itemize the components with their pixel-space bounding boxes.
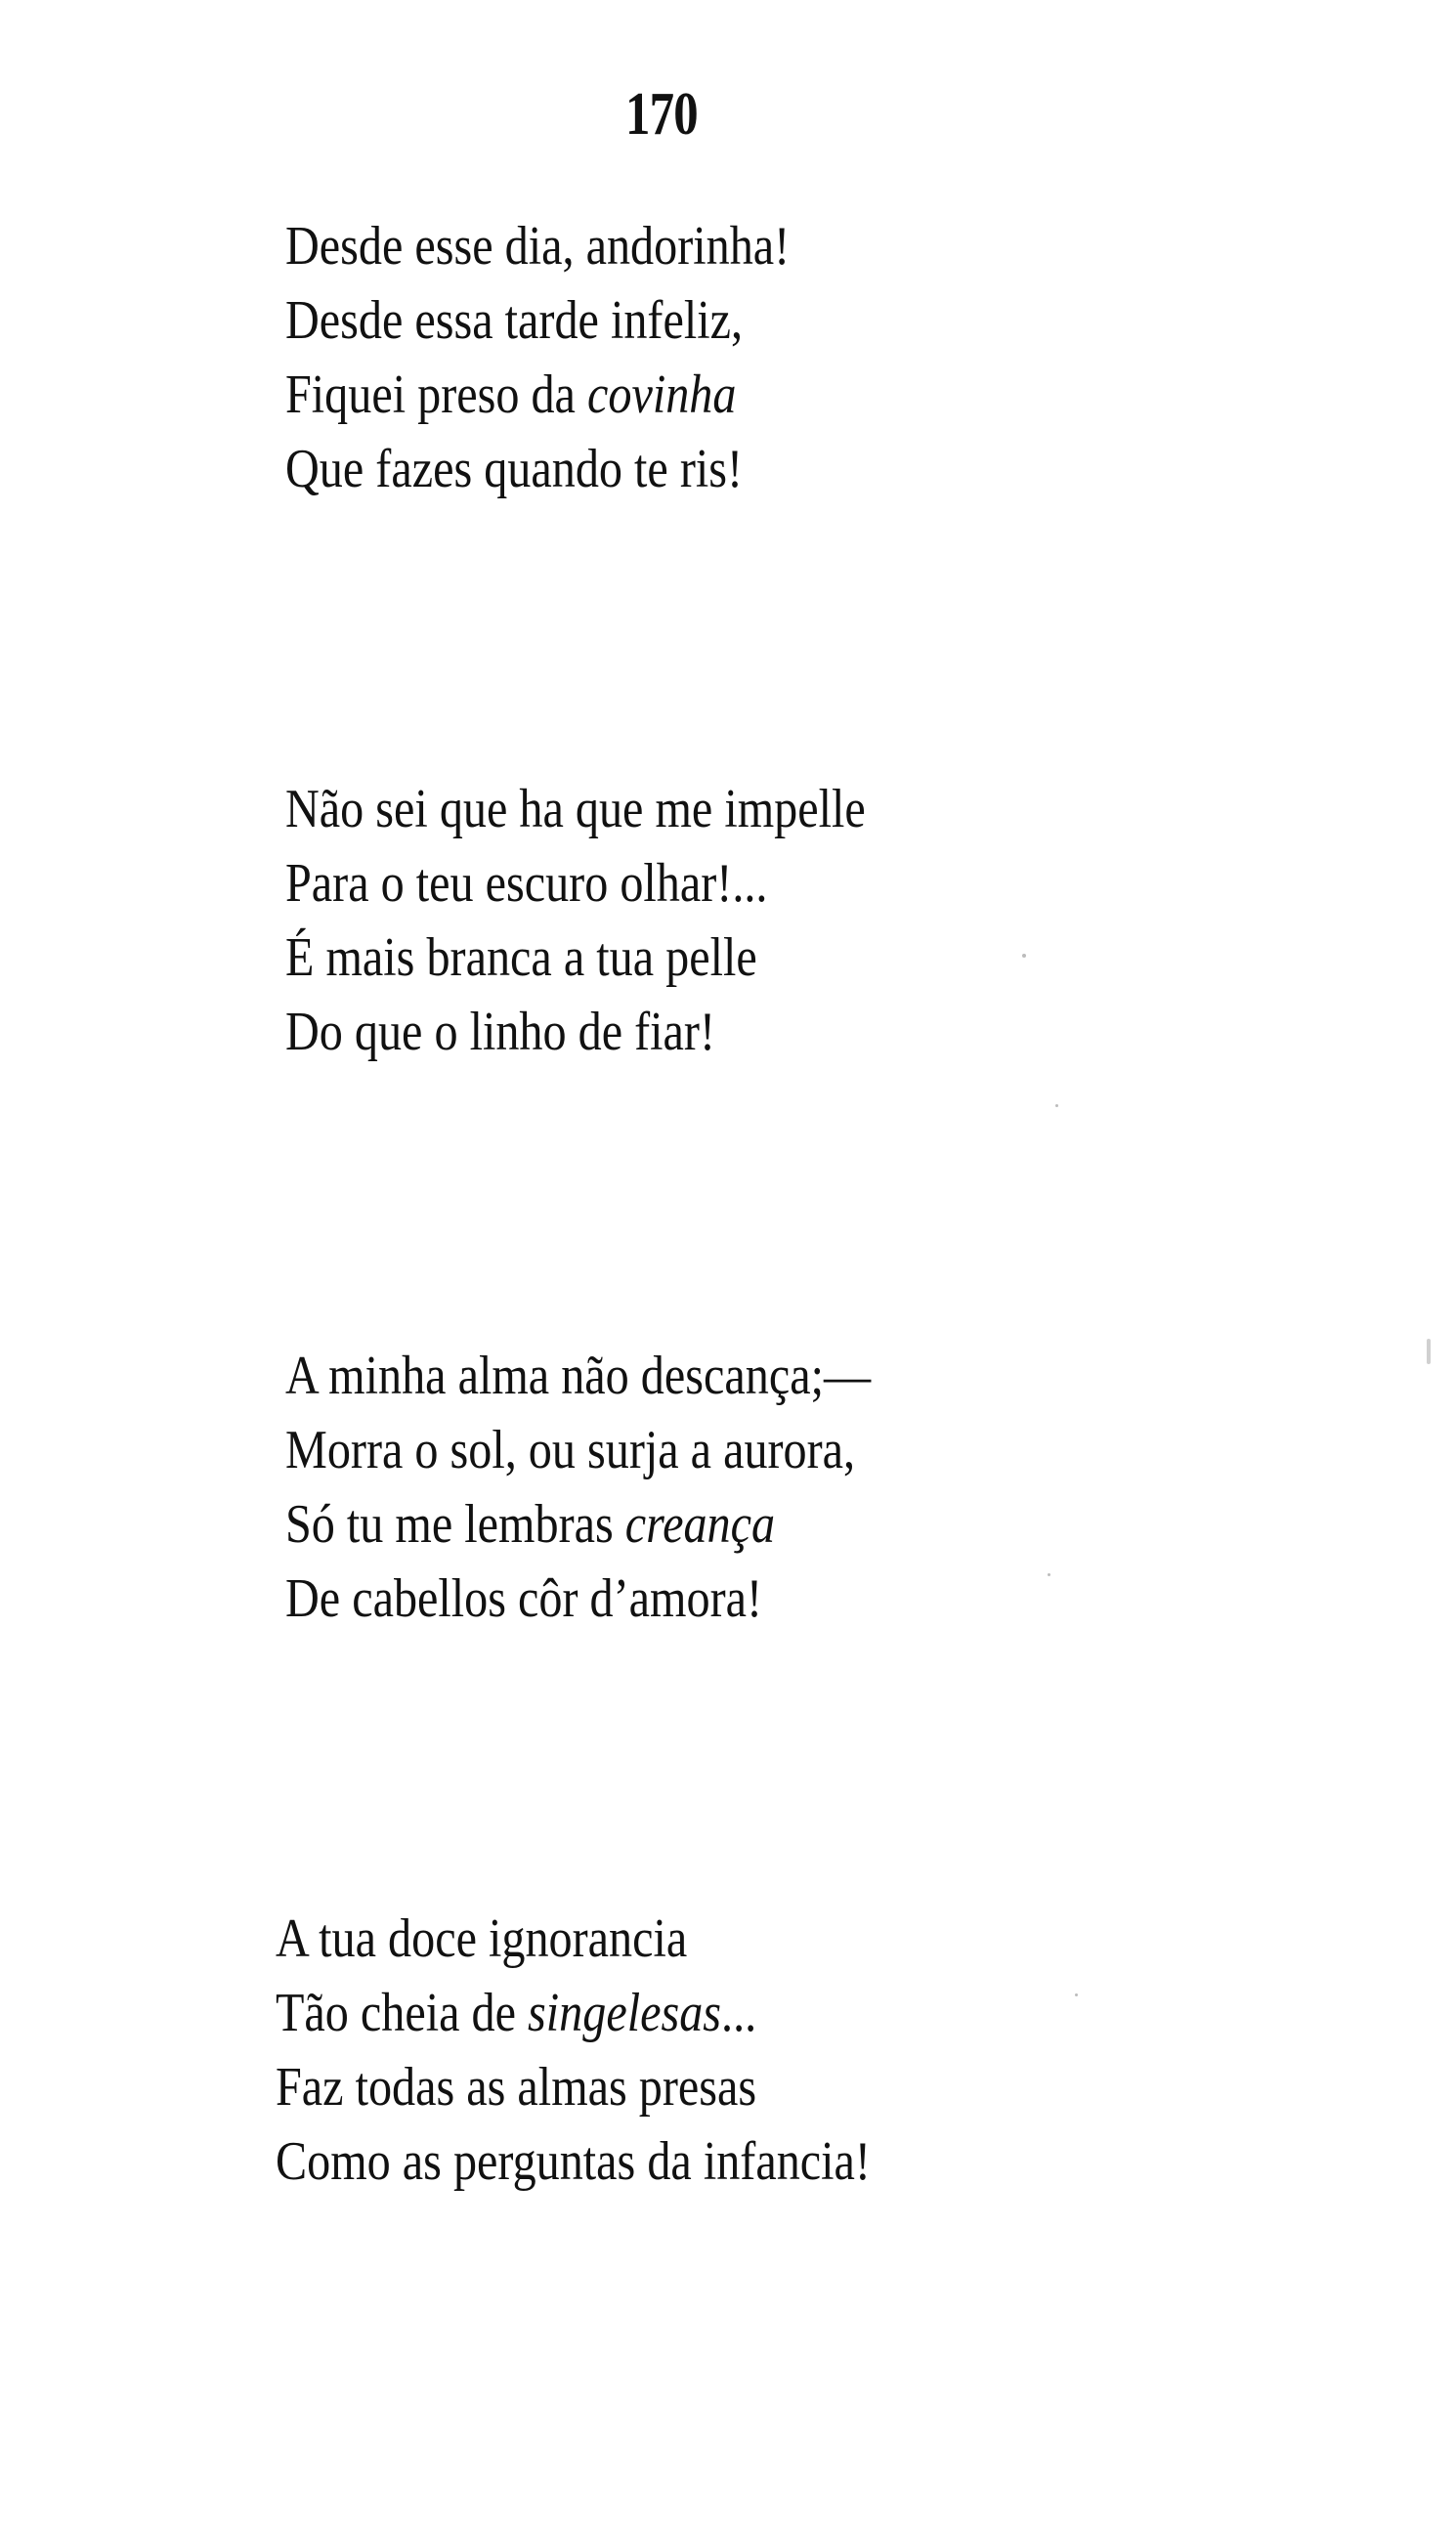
verse-line: Como as perguntas da infancia! — [276, 2131, 871, 2192]
italic-word: singelesas — [528, 1983, 722, 2043]
verse-line: De cabellos côr d’amora! — [285, 1568, 763, 1629]
scan-speck — [1055, 1104, 1058, 1107]
stanza-1 — [285, 209, 872, 506]
verse-line: Tão cheia de singelesas... — [276, 1983, 757, 2043]
scan-speck — [1427, 1339, 1431, 1364]
verse-line: Desde esse dia, andorinha! — [285, 216, 791, 277]
scan-speck — [1048, 1573, 1050, 1576]
verse-line: Fiquei preso da covinha — [285, 364, 737, 425]
verse-line: Só tu me lembras creança — [285, 1494, 776, 1555]
verse-line: É mais branca a tua pelle — [285, 927, 757, 988]
italic-word: creança — [624, 1494, 776, 1555]
stanza-4 — [276, 1902, 967, 2199]
page-number: 170 — [625, 81, 698, 148]
verse-line: Que fazes quando te ris! — [285, 439, 744, 499]
stanza-2 — [285, 772, 960, 1069]
verse-line: Do que o linho de fiar! — [285, 1002, 716, 1062]
italic-word: covinha — [586, 364, 737, 425]
verse-line: Faz todas as almas presas — [276, 2057, 757, 2118]
verse-line: A minha alma não descança;— — [285, 1346, 872, 1406]
verse-line: Para o teu escuro olhar!... — [285, 853, 768, 914]
verse-line: Desde essa tarde infeliz, — [285, 290, 744, 351]
verse-line: Não sei que ha que me impelle — [285, 779, 866, 839]
verse-line: Morra o sol, ou surja a aurora, — [285, 1420, 856, 1480]
stanza-3 — [285, 1339, 966, 1636]
verse-line: A tua doce ignorancia — [276, 1908, 688, 1969]
scan-speck — [1075, 1993, 1078, 1996]
scan-speck — [1022, 954, 1026, 958]
